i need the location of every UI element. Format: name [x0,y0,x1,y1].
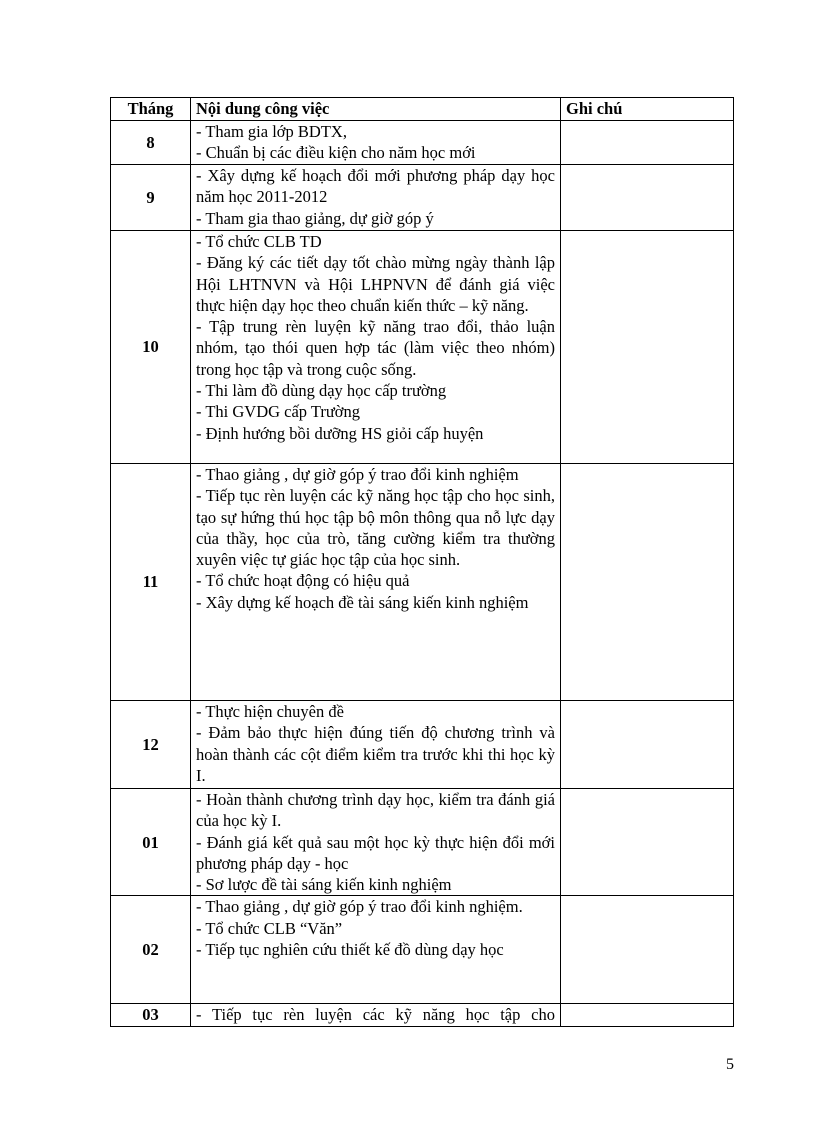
content-line: - Tiếp tục nghiên cứu thiết kế đồ dùng dạy học [196,940,504,960]
content-line: - Tiếp tục rèn luyện các kỹ năng học tập cho học sinh, tạo sự hứng thú học tập bộ môn thông qua nỗ lực dạy của thầy, học của trò, tăng cường kiểm tra thường xuyên việc tự giác học tập của học sinh. [196,486,555,570]
content-line: - Chuẩn bị các điều kiện cho năm học mới [196,143,476,163]
page-number: 5 [726,1056,734,1073]
table-row [111,1004,734,1026]
content-line: - Thi làm đồ dùng dạy học cấp trường [196,381,447,401]
month-cell: 8 [111,121,191,165]
month-cell: 03 [111,1004,191,1026]
table-header-row [111,98,734,121]
content-line: - Đánh giá kết quả sau một học kỳ thực hiện đổi mới phương pháp dạy - học [196,832,555,873]
month-cell: 10 [111,231,191,464]
content-line: - Tham gia thao giảng, dự giờ góp ý [196,208,434,228]
note-cell [561,701,734,789]
content-line: - Tổ chức hoạt động có hiệu quả [196,571,410,591]
note-cell [561,165,734,231]
content-cell [191,1004,561,1026]
content-line: - Tổ chức CLB TD [196,232,322,251]
header-content: Nội dung công việc [191,98,561,121]
note-cell [561,896,734,1004]
content-cell [191,701,561,789]
content-cell [191,231,561,464]
header-note: Ghi chú [561,98,734,121]
work-plan-table [110,97,734,1027]
content-cell [191,789,561,896]
month-cell: 9 [111,165,191,231]
content-line: - Xây dựng kế hoạch đề tài sáng kiến kinh nghiệm [196,592,529,612]
table-row [111,121,734,165]
content-line: - Thao giảng , dự giờ góp ý trao đổi kinh nghiệm [196,465,519,484]
content-line: - Tập trung rèn luyện kỹ năng trao đổi, thảo luận nhóm, tạo thói quen hợp tác (làm việc theo nhóm) trong học tập và trong cuộc sống. [196,317,555,379]
content-line: - Thi GVDG cấp Trường [196,402,361,422]
note-cell [561,231,734,464]
content-line: - Thực hiện chuyên đề [196,702,344,721]
table-row [111,165,734,231]
content-line: - Xây dựng kế hoạch đổi mới phương pháp dạy học năm học 2011-2012 [196,166,555,207]
note-cell [561,121,734,165]
month-cell: 12 [111,701,191,789]
table-row [111,789,734,896]
month-cell: 01 [111,789,191,896]
content-line: - Sơ lược đề tài sáng kiến kinh nghiệm [196,875,452,895]
content-cell [191,464,561,701]
content-line: - Định hướng bồi dưỡng HS giỏi cấp huyện [196,423,484,443]
content-line: - Tổ chức CLB “Văn” [196,918,343,938]
table-row [111,701,734,789]
month-cell: 11 [111,464,191,701]
month-cell: 02 [111,896,191,1004]
content-line: - Hoàn thành chương trình dạy học, kiểm tra đánh giá của học kỳ I. [196,790,555,831]
table-row [111,896,734,1004]
note-cell [561,464,734,701]
table-row [111,464,734,701]
note-cell [561,1004,734,1026]
content-line: - Thao giảng , dự giờ góp ý trao đổi kinh nghiệm. [196,897,523,917]
header-month: Tháng [111,98,191,121]
content-line: - Tham gia lớp BDTX, [196,122,347,141]
content-line: - Tiếp tục rèn luyện các kỹ năng học tập cho [196,1005,555,1025]
content-line: - Đăng ký các tiết dạy tốt chào mừng ngày thành lập Hội LHTNVN và Hội LHPNVN để đánh giá việc thực hiện dạy học theo chuẩn kiến thức – kỹ năng. [196,253,555,315]
note-cell [561,789,734,896]
content-line: - Đảm bảo thực hiện đúng tiến độ chương trình và hoàn thành các cột điểm kiểm tra trước khi thi học kỳ I. [196,723,555,785]
content-cell [191,121,561,165]
table-row [111,231,734,464]
content-cell [191,896,561,1004]
content-cell [191,165,561,231]
